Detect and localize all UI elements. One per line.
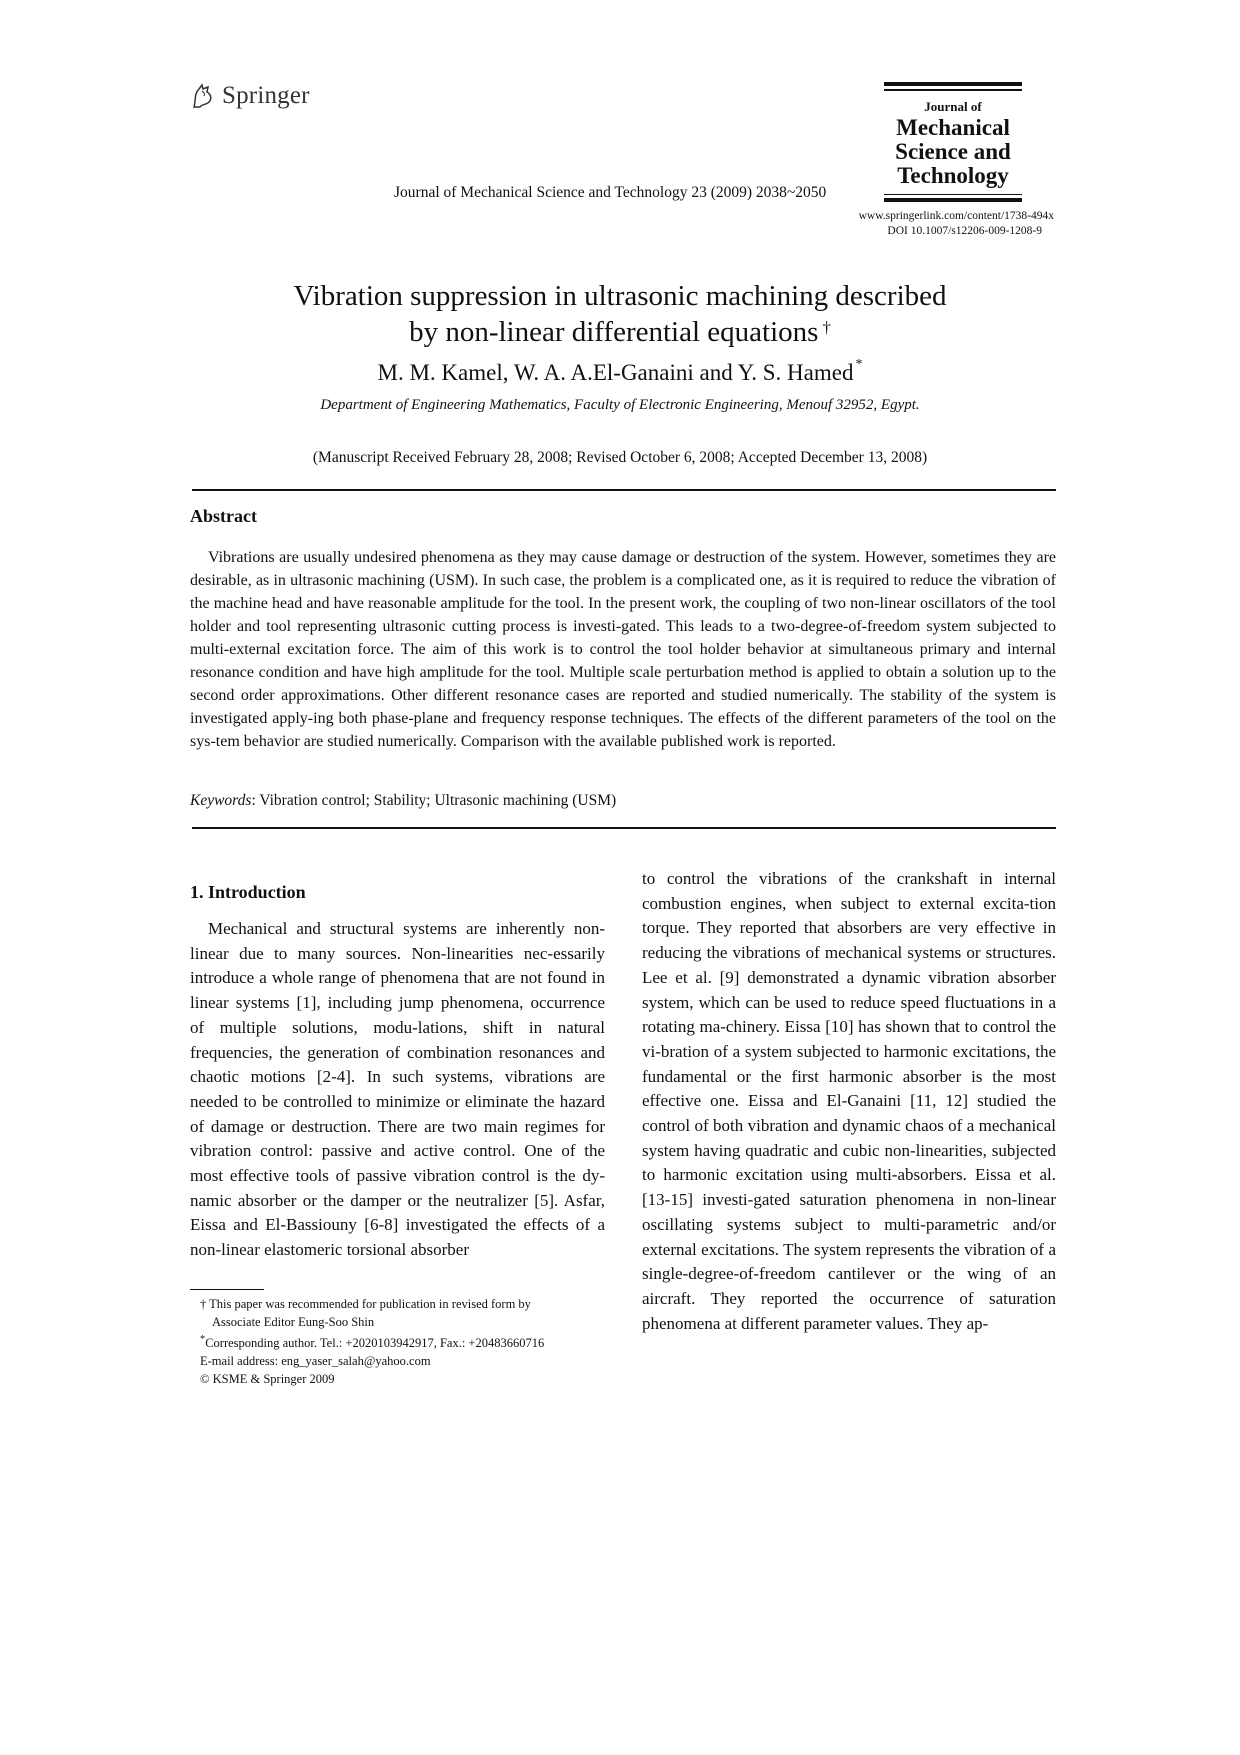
title-line: by non-linear differential equations: [409, 316, 819, 348]
body-text-left-column: Mechanical and structural systems are inherently non-linear due to many sources. Non-linearities nec-essarily introduce a whole range of phenomena that are not found in linear systems [1], including jump phenomena, occurrence of multiple solutions, modu-lations, shift in natural frequencies, the generation of combination resonances and chaotic motions [2-4]. In such systems, vibrations are needed to be controlled to minimize or eliminate the hazard of damage or destruction. There are two main regimes for vibration control: passive and active control. One of the most effective tools of passive vibration control is the dy-namic absorber or the damper or the neutralizer [5]. Asfar, Eissa and El-Bassiouny [6-8] investigated the effects of a non-linear elastomeric torsional absorber: [190, 919, 605, 1260]
abstract-text: Vibrations are usually undesired phenomena as they may cause damage or destruction of the system. However, sometimes they are desirable, as in ultrasonic machining (USM). In such case, the problem is a complicated one, as it is required to reduce the vibration of the machine head and have reasonable amplitude for the tool. In the present work, the coupling of two non-linear oscillators of the tool holder and tool representing ultrasonic cutting process is investi-gated. This leads to a two-degree-of-freedom system subjected to multi-external excitation force. The aim of this work is to control the tool holder behavior at simultaneous primary and internal resonance condition and have high amplitude for the tool. Multiple scale perturbation method is applied to obtain a solution up to the second order approximations. Other different resonance cases are reported and studied numerically. The stability of the system is investigated apply-ing both phase-plane and frequency response techniques. The effects of the different parameters of the tool on the sys-tem behavior are studied numerically. Comparison with the available published work is reported.: [190, 549, 1056, 750]
corresponding-mark: *: [855, 357, 863, 372]
journal-prefix: Journal of: [924, 98, 982, 114]
title-line: Vibration suppression in ultrasonic machining described: [293, 280, 947, 312]
journal-name-line: Technology: [897, 162, 1009, 188]
footnote-mark: *: [200, 1334, 206, 1345]
journal-box-rule-top: [884, 82, 1022, 86]
affiliation: Department of Engineering Mathematics, Faculty of Electronic Engineering, Menouf 32952, Egypt.: [320, 397, 920, 413]
title-footnote-mark: †: [822, 318, 831, 337]
divider: [192, 827, 1056, 829]
journal-box-rule-bottom-thin: [884, 194, 1022, 196]
springer-horse-icon: [190, 82, 216, 110]
keywords: [190, 792, 616, 810]
footnote-line: † This paper was recommended for publication in revised form by: [200, 1297, 531, 1311]
keywords-label: Keywords: [190, 792, 252, 809]
journal-citation: Journal of Mechanical Science and Technology 23 (2009) 2038~2050: [394, 184, 827, 201]
journal-box-rule-bottom: [884, 198, 1022, 202]
springerlink-url[interactable]: www.springerlink.com/content/1738-494x: [858, 210, 1054, 222]
body-text-right-column: to control the vibrations of the crankshaft in internal combustion engines, when subject to external excita-tion torque. They reported that absorbers are very effective in reducing the vibrations of mechanical systems or structures. Lee et al. [9] demonstrated a dynamic vibration absorber system, which can be used to reduce speed fluctuations in a rotating ma-chinery. Eissa [10] has shown that to control the vi-bration of a system subjected to harmonic excitations, the fundamental or the first harmonic absorber is the most effective one. Eissa and El-Ganaini [11, 12] studied the control of both vibration and dynamic chaos of a mechanical system having quadratic and cubic non-linearities, subjected to harmonic excitation using multi-absorbers. Eissa et al. [13-15] investi-gated saturation phenomena in non-linear oscillating systems subject to multi-parametric and/or external excitations. The system represents the vibration of a single-degree-of-freedom cantilever or the wing of an aircraft. They reported the occurrence of saturation phenomena at different parameter values. They ap-: [642, 869, 1056, 1333]
keywords-list: : Vibration control; Stability; Ultrasonic machining (USM): [251, 792, 617, 809]
divider: [192, 489, 1056, 491]
title-line-2: [0, 314, 1240, 350]
footnote-copyright: © KSME & Springer 2009: [200, 1372, 335, 1387]
journal-name-line: Mechanical: [896, 114, 1010, 140]
authors: [0, 357, 1240, 386]
publisher-name: Springer: [222, 82, 310, 109]
journal-name: [884, 116, 1022, 188]
footnote-email[interactable]: E-mail address: eng_yaser_salah@yahoo.com: [200, 1354, 431, 1369]
author-list: M. M. Kamel, W. A. A.El-Ganaini and Y. S. Hamed: [377, 360, 854, 385]
footnote-corresponding: [190, 1331, 605, 1352]
footnotes: [190, 1295, 605, 1388]
journal-box-rule-top-thin: [884, 89, 1022, 91]
footnote-line: Associate Editor Eung-Soo Shin: [212, 1315, 375, 1329]
footnote-line: Corresponding author. Tel.: +2020103942917, Fax.: +20483660716: [205, 1336, 545, 1351]
footnote-rule: [190, 1289, 264, 1290]
doi: DOI 10.1007/s12206-009-1208-9: [887, 225, 1042, 237]
springer-logo: [190, 82, 310, 110]
journal-name-line: Science and: [895, 138, 1011, 164]
journal-box: [884, 82, 1022, 202]
section-heading: 1. Introduction: [190, 882, 306, 902]
manuscript-dates: (Manuscript Received February 28, 2008; Revised October 6, 2008; Accepted December 13, 2008): [312, 449, 928, 466]
abstract-heading: Abstract: [190, 506, 257, 526]
article-title: [0, 278, 1240, 350]
